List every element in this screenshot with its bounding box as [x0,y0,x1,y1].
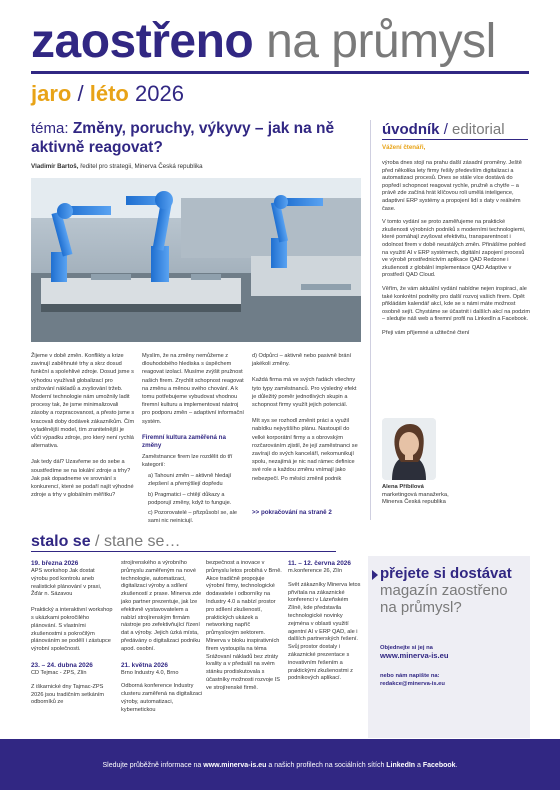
column-divider [370,120,371,520]
editorial-heading [382,121,505,138]
article-paragraph: Žijeme v době změn. Konflikty a krize zavinují zaběhnuté trhy a skrz dosud funkční a spolehlivé zdroje. Dosud jsme s výhodou využívali globalizací pro snižování nákladů a zvyšování tržeb. Moderní technologie nám umožnily ladit procesy tak, že jsme minimalizovali zásoby a rozpracovanost, a přesto jsme s kracovali doby dodávek zákazníkům. Čím vyladěnější model, tím zranitelnější je vůči výpadku zdroje, pro který není rychlá alternativa. [31,353,135,450]
events-rule [31,551,336,552]
event-text: Praktický a interaktivní workshop s ukázkami pokročilého plánování. S vlastními zkušenostmi s pokročilým plánováním se podělí i zástupce výrobní společnosti. [31,607,113,653]
footer-text-1: Sledujte průběžně informace na [102,762,204,769]
portrait-illustration [382,418,436,480]
event-date: 11. – 12. června 2026 [288,560,351,567]
article-paragraph: Myslím, že na změny nemůžeme z dlouhodobého hlediska s úspěchem reagovat izolací. Musíme zvýšit pružnost našich firem. Zrychlit schopnost reagovat na změnu a měnou svého chování. A k tomu potřebujeme vybudovat vhodnou firemní kulturu a implementovat nástroj pro podporu změn – adaptivní informační systém. [142,353,244,425]
article-subheading: Firemní kultura zaměřená na změny [142,433,226,449]
robotic-arms-illustration [31,178,361,342]
event-date: 19. března 2026 [31,560,79,567]
editorial-paragraph: Věřím, že vám aktuální vydání nabídne nejen inspiraci, ale také konkrétní podněty pro další rozvoj vašich firem. Opět přikládám kalendář akcí, kde se s námi máte možnost osobně sejít. Chystáme se účastnit i dalších akcí na podzim – sledujte náš web a firemní profil na LinkedIn a Facebook. [382,285,530,323]
footer-text-2: a našich profilech na sociálních sítích [266,762,387,769]
article-list-item: b) Pragmatici – chtějí důkazy a podporují změny, když to funguje. [148,491,232,506]
masthead-rule [31,71,529,74]
topic-title-line [31,119,361,157]
event-text: Brno Industry 4.0, Brno [121,669,179,676]
signature-name: Alena Příbilová [382,484,424,490]
arrow-right-icon [372,570,378,580]
robotic-arms-photo [31,178,361,342]
footer-web-link[interactable]: www.minerva-is.eu [203,762,267,769]
article-paragraph: Jak tedy dál? Uzavřeme se do sebe a soustředíme se na lokální zdroje a trhy? Jak pak dopadneme ve srovnání s konkurencí, které se podaří najít výhodné zdroje a trhy v globálním měřítku? [31,459,134,499]
topic-label: téma: [31,120,69,137]
article-list-item: c) Pozorovatelé – přizpůsobí se, ale sami nic neiniciují. [148,510,237,525]
issue-label [31,81,184,107]
editorial-rule [382,139,528,140]
event-date: 23. – 24. dubna 2026 [31,661,93,669]
event-text: bezpečnost a inovace v průmyslu letos probíhá v Brně. Akce tradičně propojuje výrobní firmy, technologické dodavatele i odborníky na Industry 4.0 a nabízí prostor pro sdílení zkušeností, praktických ukázek a networking napříč průmyslovým sektorem. Minerva v bloku inspirativních firem vystoupila na téma Srážovaní nákladů bez ztráty kvality a v předsálí na svém stánku prodiskutovala s účastníky možnosti rozvoje IS ve strojírenské firmě. [206,560,282,691]
author-role: ředitel pro strategii, Minerva Česká republika [80,163,203,170]
event-text: Odborná konference Industry clusteru zaměřená na digitalizaci výroby, automatizaci, kybernetickou [121,683,203,713]
events-column-4 [288,560,362,691]
issue-season1: jaro [31,81,72,106]
author-name: Vladimír Bartoš, [31,163,79,170]
signature-role: marketingová manažerka, [382,491,449,498]
event-text: Svět zákazníky Minerva letos přivítala na zákaznické konferenci v Lázeňském Zlíně, kde představila technologické novinky zejména v oblasti využití agentní AI v ERP QAD, ale i dalších partnerských řešení. Svůj prostor dostaly i zákaznické prezentace s inovativním řešením a praktickými zkušenostmi z podnikových aplikací. [288,581,361,682]
event-date: 21. května 2026 [121,661,168,669]
issue-year: 2026 [134,81,184,106]
footer-text-4: . [455,762,458,769]
article-paragraph: Mít sys se rozhodl změnit práci a využil nabídku nejvyššího plánu. Nastoupil do velké korporátní firmy a s obrovským rozčarováním zjistil, že její zaměstnanci se zavírají do svých kanceláří, nekomunikují spolu, nezajímá je nic nad rámec definice své role a každou změnu vnímají jako nebezpečí. Po měsíci změnil podnik [252,418,358,482]
editorial-heading-cz: úvodník [382,121,440,138]
editorial-paragraph: Přeji vám příjemné a užitečné čtení [382,329,470,336]
article-column-3 [252,352,360,491]
events-column-2 [121,560,203,723]
subscribe-line1: Objednejte si jej na [380,645,433,651]
editorial-heading-en: editorial [452,121,505,138]
editorial-signature [382,484,530,507]
article-list-item: a) Tahouni změn – aktivně hledají zlepšení a přemýšlejí dopředu [148,473,232,488]
events-heading [31,533,180,551]
footer-text-3: a [415,762,423,769]
topic-title: Změny, poruchy, výkyvy – jak na ně aktivně reagovat? [31,120,335,156]
author-line [31,163,361,170]
subscribe-title-b: magazín zaostřeno na průmysl? [380,582,508,616]
event-text: APS workshop Jak dostat výrobu pod kontrolu aneb realistické plánování v praxi, Žďár n. Sázavou [31,568,102,598]
continued-on-page-link[interactable]: >> pokračování na straně 2 [252,509,332,516]
magazine-title-word1: zaostřeno [31,15,254,68]
events-heading-past: stalo se [31,533,91,550]
subscribe-url-link[interactable]: www.minerva-is.eu [380,651,449,660]
subscribe-line2: nebo nám napište na: [380,673,440,679]
editorial-body [382,160,530,343]
article-column-1 [31,352,135,507]
footer-text [0,762,560,769]
event-text: m.konference 26, Zlín [288,568,343,574]
signature-company: Minerva Česká republika [382,499,446,506]
subscribe-title-a: přejete si dostávat [380,565,512,582]
issue-season2: léto [89,81,129,106]
topic-header [31,119,361,157]
events-heading-future: stane se… [103,533,181,550]
subscribe-info [380,644,520,688]
editorial-paragraph: V tomto vydání se proto zaměřujeme na praktické zkušenosti výrobních podniků s moderními technologiemi, které pomáhají zvyšovat efektivitu, transparentnost i odolnost firem v době neustálých změn. Přinášíme pohled na využití AI v ERP systémech, digitální zapojení procesů ve výrobě prostřednictvím aplikace QAD Redzone i zkušenosti z globální implementace QAD Adaptive v prostředí QAD Cloud. [382,219,526,279]
article-list-item: d) Odpůrci – aktivně nebo pasivně brání jakékoli změny. [252,353,352,368]
event-text: Z iškarnické dny Tajmac-ZPS 2026 jsou tradičním setkáním odborníků ze [31,683,105,706]
masthead [31,14,531,74]
event-text: strojírenského a výrobního průmyslu zaměřeným na nové technologie, automatizaci, digitalizaci výroby a sdílení zkušeností z praxe. Minerva zde jako partner prezentuje, jak lze efektivně vystavovatelem a nabízí strojírenským firmám nástroje pro zefektivňující řízení dat a výroby. Jejich úzká místa, předávány o digitalizaci podniku apod. osobní. [121,560,202,652]
editorial-greeting: Vážení čtenáři, [382,144,426,151]
footer-facebook-link[interactable]: Facebook [422,762,456,769]
issue-slash: / [77,81,84,106]
editorial-heading-slash: / [443,121,448,138]
editorial-paragraph: výroba dnes stojí na prahu další zásadní proměny. Ještě před několika lety firmy řešily především digitalizaci a automatizaci procesů. Dnes se stále více dostává do popředí schopnost reagovat rychle, pružně a chytře – a právě zde začíná hrát klíčovou roli umělá inteligence, adaptivní ERP systémy a propojení lidí s daty v reálném čase. [382,160,522,212]
subscribe-email-link[interactable]: redakce@minerva-is.eu [380,681,445,687]
events-column-3 [206,560,284,701]
events-column-1 [31,560,113,715]
article-paragraph: Zaměstnance firem lze rozdělit do tří kategorií: [142,453,233,469]
magazine-title [31,14,531,70]
spacer [380,660,520,672]
article-column-2 [142,352,246,533]
subscribe-title [380,565,520,616]
author-portrait [382,418,436,480]
article-paragraph: Každá firma má ve svých řadách všechny tyto typy zaměstnanců. Pro výsledný efekt je důležitý poměr jednotlivých skupin a schopnost firmy využít jejich potenciál. [252,377,357,409]
magazine-title-word2: na průmysl [266,15,496,68]
events-heading-slash: / [95,533,100,550]
footer-linkedin-link[interactable]: LinkedIn [386,762,416,769]
event-text: CD Tejmac - ZPS, Zlín [31,669,87,676]
